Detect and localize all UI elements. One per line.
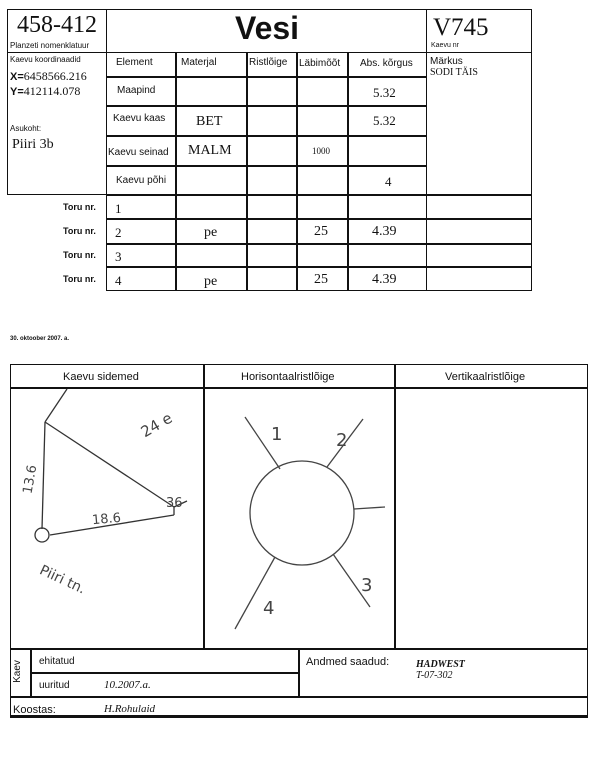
footer-andmed-value-2: T-07-302 <box>416 670 453 681</box>
horisontaal-sketch <box>205 389 393 647</box>
footer-koostas-line <box>10 716 588 718</box>
col-header-labimoot: Läbimõõt <box>299 58 341 69</box>
footer-koostas-label: Koostas: <box>13 704 56 716</box>
pipe-nr: 2 <box>115 225 122 240</box>
sketch-street-label: Piiri tn. <box>36 562 88 598</box>
section-kaevu-sidemed: Kaevu sidemed <box>63 371 139 383</box>
pipe-number-2: 2 <box>336 430 348 451</box>
footer-kaev-label: Kaev <box>11 660 23 683</box>
table-row-element: Maapind <box>117 85 156 96</box>
pipe-hline-2 <box>106 243 532 245</box>
section-vertikaal: Vertikaalristlõige <box>445 371 526 383</box>
table-hline-2 <box>106 135 427 137</box>
table-row-materjal: MALM <box>188 143 232 158</box>
nomenclature-label: Planzeti nomenklatuur <box>10 41 90 50</box>
col-header-materjal: Materjal <box>181 57 217 68</box>
footer-row-line-1 <box>30 672 298 674</box>
table-vline-4 <box>347 52 349 291</box>
table-vline-2 <box>246 52 248 291</box>
well-id-value: V745 <box>433 14 489 41</box>
coord-y <box>10 84 80 99</box>
sketch-label-top: 24 e <box>137 408 176 442</box>
pipe-number-4: 4 <box>263 598 275 619</box>
pipe-label: Toru nr. <box>63 274 96 284</box>
date-note: 30. oktoober 2007. a. <box>10 336 70 342</box>
table-row-element: Kaevu seinad <box>108 147 169 158</box>
coord-x-prefix: X= <box>10 71 24 83</box>
table-hline-1 <box>106 105 427 107</box>
footer-andmed-value-1: HADWEST <box>416 659 465 670</box>
table-row-korgus: 5.32 <box>373 113 396 128</box>
pipe-hline-3 <box>106 266 532 268</box>
pipe-label: Toru nr. <box>63 226 96 236</box>
sketch-edge-top <box>45 389 67 422</box>
sketch-vline-2 <box>394 364 396 649</box>
pipe-hline-0 <box>106 194 532 196</box>
col-header-ristloige: Ristlõige <box>249 57 288 68</box>
coord-y-prefix: Y= <box>10 86 24 98</box>
pipe-nr: 4 <box>115 273 122 288</box>
coord-x <box>10 69 87 84</box>
pipe-materjal: pe <box>204 274 218 289</box>
table-row-korgus: 4 <box>385 174 392 189</box>
table-row-element: Kaevu põhi <box>116 175 167 186</box>
well-marker-circle <box>35 528 49 542</box>
footer-ehitatud-label: ehitatud <box>39 656 75 667</box>
pipe-label: Toru nr. <box>63 250 96 260</box>
table-row-labimoot: 1000 <box>312 146 330 156</box>
sketch-edge-left <box>42 422 45 529</box>
pipe-labimoot: 25 <box>314 224 328 239</box>
well-id-label: Kaevu nr <box>431 42 460 49</box>
col-header-element: Element <box>116 57 153 68</box>
coord-x-value: 6458566.216 <box>23 69 87 83</box>
pipe-label: Toru nr. <box>63 202 96 212</box>
pipe-nr: 1 <box>115 201 122 216</box>
coord-y-value: 412114.078 <box>23 84 81 98</box>
location-label: Asukoht: <box>10 124 42 133</box>
pipe-korgus: 4.39 <box>372 272 397 287</box>
sketch-label-bottom: 18.6 <box>91 510 122 529</box>
footer-row-line-2 <box>10 696 588 698</box>
footer-mid-vline <box>298 648 300 696</box>
section-horisontaal: Horisontaalristlõige <box>241 371 335 383</box>
well-circle <box>250 461 354 565</box>
footer-uuritud-label: uuritud <box>39 680 70 691</box>
coords-label: Kaevu koordinaadid <box>10 55 81 64</box>
location-value: Piiri 3b <box>12 137 54 152</box>
table-hline-3 <box>106 165 427 167</box>
pipe-nr: 3 <box>115 249 122 264</box>
table-row-element: Kaevu kaas <box>113 113 166 124</box>
pipe-korgus: 4.39 <box>372 224 397 239</box>
page-title: Vesi <box>235 10 300 46</box>
footer-andmed-label: Andmed saadud: <box>306 656 390 668</box>
footer-uuritud-value: 10.2007.a. <box>104 679 151 691</box>
sketch-label-left: 13.6 <box>20 463 41 496</box>
nomenclature-value: 458-412 <box>17 12 97 38</box>
sketch-label-corner: 36 <box>166 496 183 511</box>
table-row-korgus: 5.32 <box>373 85 396 100</box>
table-hline-header <box>106 76 427 78</box>
pipe-hline-1 <box>106 218 532 220</box>
remarks-value: SODI TÄIS <box>430 67 478 78</box>
table-vline-3 <box>296 52 298 291</box>
pipe-number-3: 3 <box>361 575 373 596</box>
col-header-korgus: Abs. kõrgus <box>360 58 413 69</box>
table-row-materjal: BET <box>196 114 223 129</box>
pipe-stub-right <box>354 507 385 509</box>
remarks-label: Märkus <box>430 56 463 67</box>
pipe-materjal: pe <box>204 225 218 240</box>
pipe-labimoot: 25 <box>314 272 328 287</box>
pipe-number-1: 1 <box>271 424 283 445</box>
footer-koostas-value: H.Rohulaid <box>104 703 156 715</box>
table-vline-1 <box>175 52 177 291</box>
